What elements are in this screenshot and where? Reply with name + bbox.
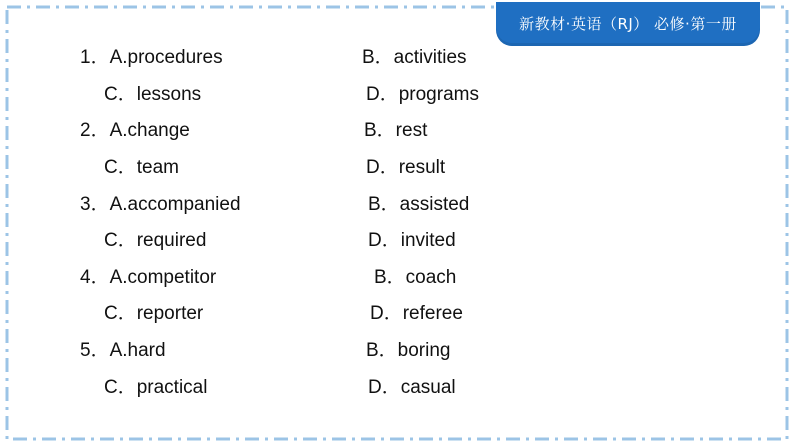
question-4-option-d: D．referee	[370, 303, 463, 324]
question-1-option-a: 1．A.procedures	[80, 47, 223, 68]
textbook-badge: 新教材·英语（RJ） 必修·第一册	[496, 2, 760, 46]
question-1-option-d: D．programs	[366, 84, 479, 105]
question-4-option-b: B．coach	[374, 267, 457, 288]
question-1-option-c: C．lessons	[104, 84, 202, 105]
question-5-option-b: B．boring	[366, 340, 451, 361]
question-2-option-a: 2．A.change	[80, 120, 190, 141]
question-2-option-d: D．result	[366, 157, 446, 178]
question-5-option-c: C．practical	[104, 377, 208, 398]
question-3-option-a: 3．A.accompanied	[80, 194, 241, 215]
question-4-option-a: 4．A.competitor	[80, 267, 217, 288]
question-1-option-b: B．activities	[362, 47, 467, 68]
question-5-option-d: D．casual	[368, 377, 456, 398]
question-3-option-d: D．invited	[368, 230, 456, 251]
question-5-option-a: 5．A.hard	[80, 340, 166, 361]
question-3-option-b: B．assisted	[368, 194, 470, 215]
question-3-option-c: C．required	[104, 230, 207, 251]
question-2-option-c: C．team	[104, 157, 179, 178]
question-4-option-c: C．reporter	[104, 303, 204, 324]
question-2-option-b: B．rest	[364, 120, 428, 141]
